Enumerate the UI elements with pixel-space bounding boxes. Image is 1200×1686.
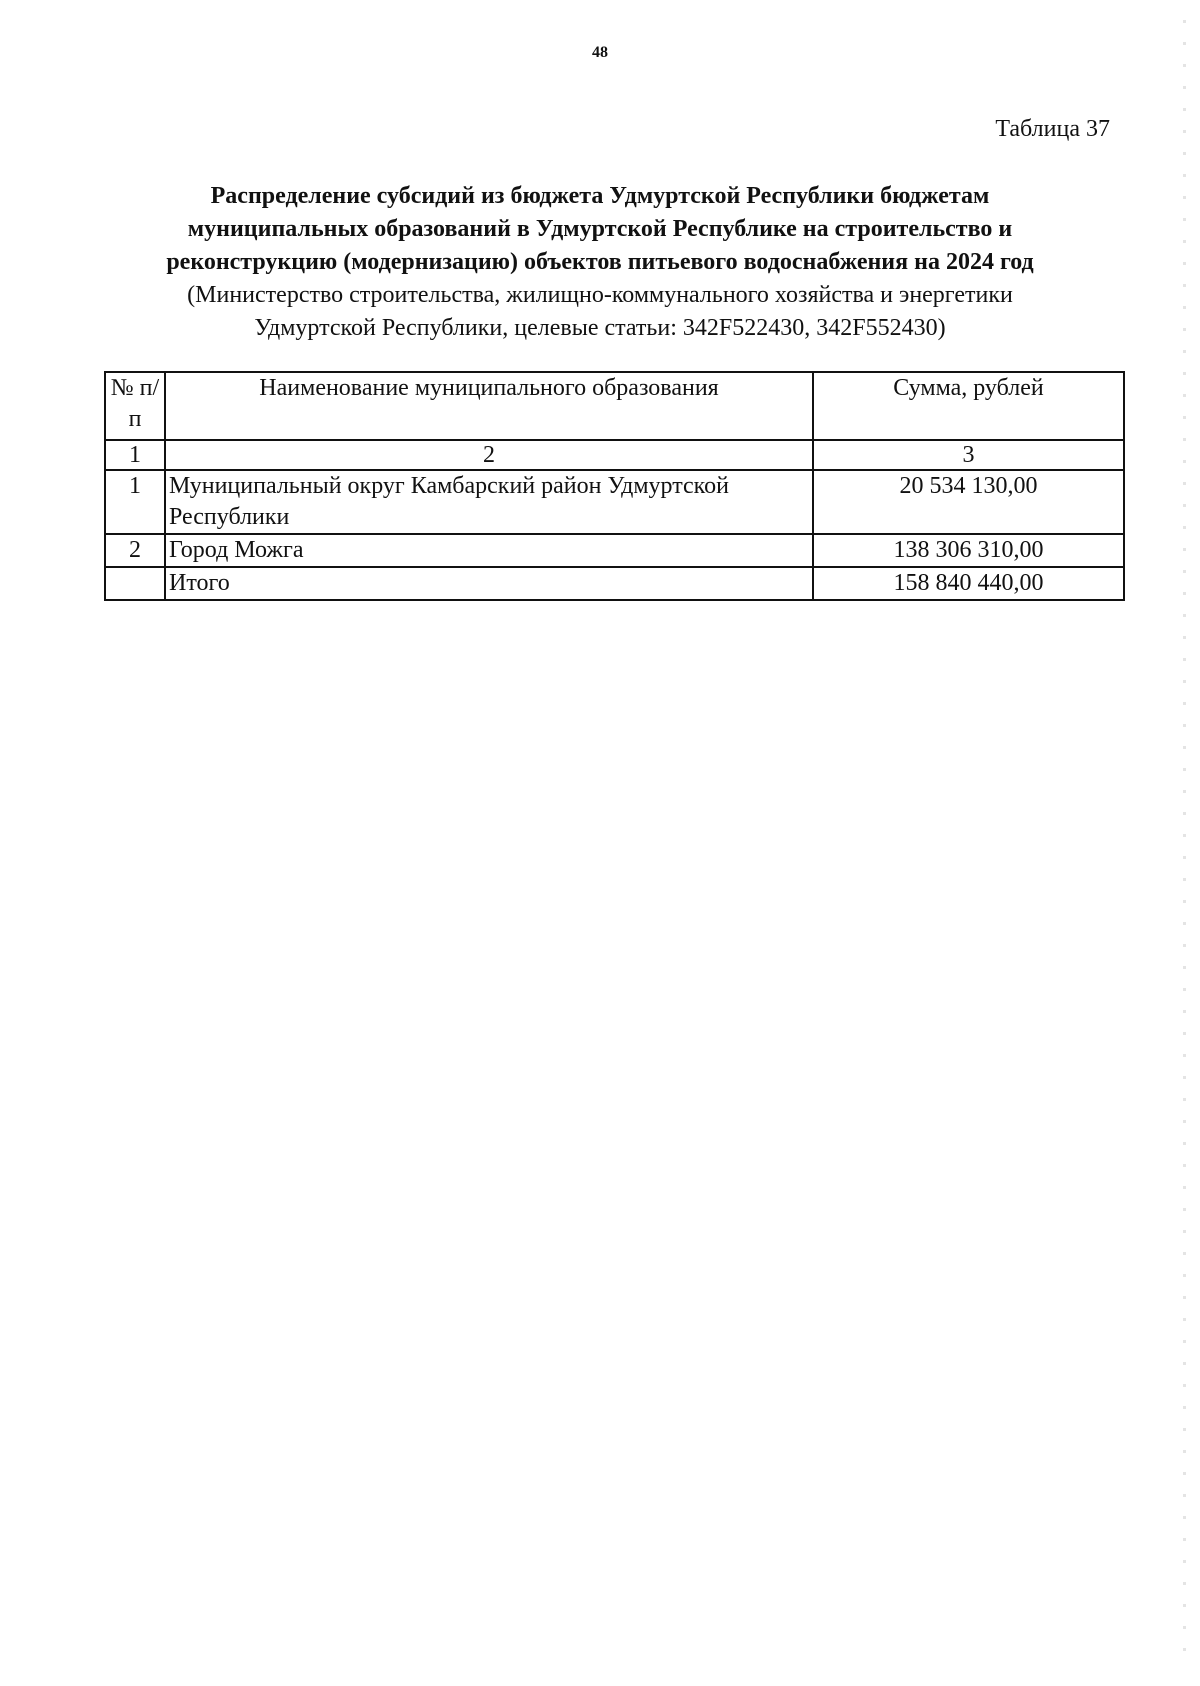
total-label: Итого <box>165 567 813 600</box>
total-num <box>105 567 165 600</box>
title-line: реконструкцию (модернизацию) объектов питьевого водоснабжения на 2024 год <box>166 249 1034 275</box>
title-line: Распределение субсидий из бюджета Удмуртской Республики бюджетам <box>210 183 990 209</box>
header-sum: Сумма, рублей <box>813 372 1124 440</box>
row-name: Муниципальный округ Камбарский район Удмуртской Республики <box>165 470 813 534</box>
column-index: 1 <box>105 440 165 470</box>
table-label: Таблица 37 <box>995 116 1110 142</box>
column-index: 2 <box>165 440 813 470</box>
table-row <box>105 534 1124 567</box>
row-sum: 20 534 130,00 <box>813 470 1124 534</box>
header-num: № п/п <box>105 372 165 440</box>
scan-edge-noise <box>1183 20 1186 1660</box>
page-number: 48 <box>592 44 608 61</box>
table-header-row <box>105 372 1124 440</box>
title-line: муниципальных образований в Удмуртской Республике на строительство и <box>187 216 1013 242</box>
total-row <box>105 567 1124 600</box>
row-name: Город Можга <box>165 534 813 567</box>
row-sum: 138 306 310,00 <box>813 534 1124 567</box>
subtitle-line: (Министерство строительства, жилищно-коммунального хозяйства и энергетики <box>187 282 1013 308</box>
header-name: Наименование муниципального образования <box>165 372 813 440</box>
total-sum: 158 840 440,00 <box>813 567 1124 600</box>
table-row <box>105 470 1124 534</box>
row-num: 2 <box>105 534 165 567</box>
row-num: 1 <box>105 470 165 534</box>
subtitle-line: Удмуртской Республики, целевые статьи: 342F522430, 342F552430) <box>254 315 946 341</box>
column-index-row <box>105 440 1124 470</box>
column-index: 3 <box>813 440 1124 470</box>
document-title <box>100 180 1100 345</box>
subsidy-table <box>104 371 1125 601</box>
